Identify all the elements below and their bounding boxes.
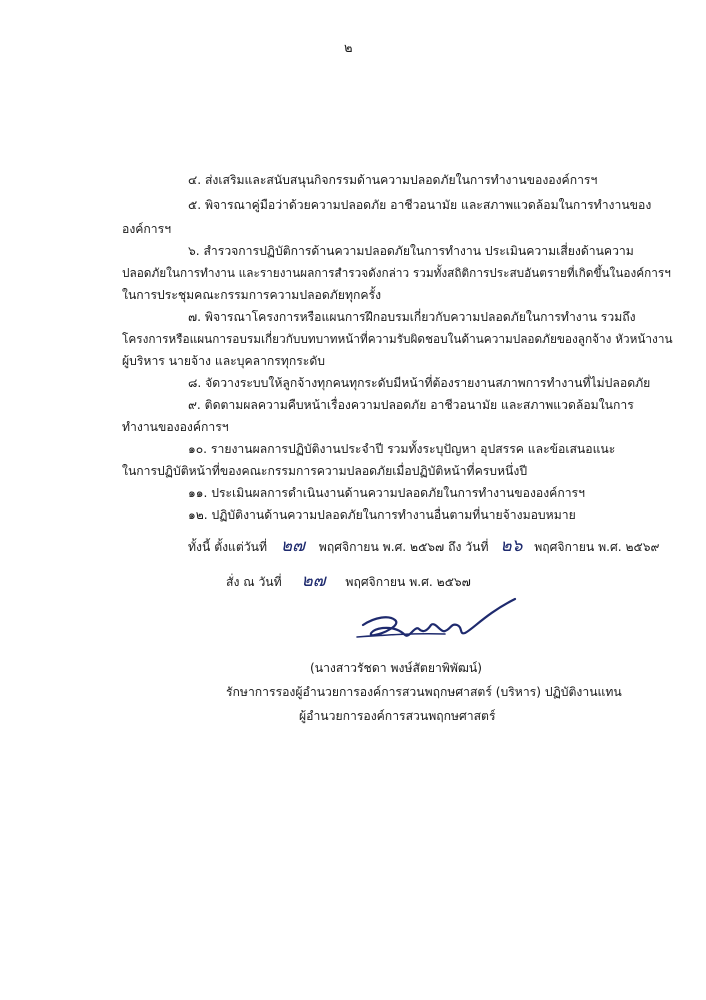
signatory-name: (นางสาวรัชดา พงษ์สัตยาพิพัฒน์) bbox=[310, 661, 482, 675]
effective-period bbox=[188, 538, 659, 555]
item-9-line-2: ทำงานขององค์การฯ bbox=[122, 420, 229, 434]
page-number: ๒ bbox=[344, 41, 353, 56]
item-10-line-2: ในการปฏิบัติหน้าที่ของคณะกรรมการความปลอดภัยเมื่อปฏิบัติหน้าที่ครบหนึ่งปี bbox=[122, 464, 528, 478]
signatory-position-line-2: ผู้อำนวยการองค์การสวนพฤกษศาสตร์ bbox=[299, 709, 496, 723]
item-6-line-1: ๖. สำรวจการปฏิบัติการด้านความปลอดภัยในการทำงาน ประเมินความเสี่ยงด้านความ bbox=[188, 244, 634, 258]
item-12: ๑๒. ปฏิบัติงานด้านความปลอดภัยในการทำงานอื่นตามที่นายจ้างมอบหมาย bbox=[188, 508, 576, 522]
ordered-month-year: พฤศจิกายน พ.ศ. ๒๕๖๗ bbox=[345, 575, 471, 589]
item-8: ๘. จัดวางระบบให้ลูกจ้างทุกคนทุกระดับมีหน้าที่ต้องรายงานสภาพการทำงานที่ไม่ปลอดภัย bbox=[188, 376, 651, 390]
item-6-line-2: ปลอดภัยในการทำงาน และรายงานผลการสำรวจดังกล่าว รวมทั้งสถิติการประสบอันตรายที่เกิดขึ้นในองค์การฯ bbox=[122, 266, 671, 280]
item-7-line-1: ๗. พิจารณาโครงการหรือแผนการฝึกอบรมเกี่ยวกับความปลอดภัยในการทำงาน รวมถึง bbox=[188, 310, 636, 324]
item-6-line-3: ในการประชุมคณะกรรมการความปลอดภัยทุกครั้ง bbox=[122, 288, 382, 302]
item-5-line-1: ๕. พิจารณาคู่มือว่าด้วยความปลอดภัย อาชีวอนามัย และสภาพแวดล้อมในการทำงานของ bbox=[188, 198, 652, 212]
item-11: ๑๑. ประเมินผลการดำเนินงานด้านความปลอดภัยในการทำงานขององค์การฯ bbox=[188, 486, 585, 500]
signature bbox=[355, 595, 525, 650]
ordered-prefix: สั่ง ณ วันที่ bbox=[226, 575, 282, 589]
item-4: ๔. ส่งเสริมและสนับสนุนกิจกรรมด้านความปลอดภัยในการทำงานขององค์การฯ bbox=[188, 173, 598, 187]
item-7-line-3: ผู้บริหาร นายจ้าง และบุคลากรทุกระดับ bbox=[122, 354, 325, 368]
effective-start-month-year: พฤศจิกายน พ.ศ. ๒๕๖๗ ถึง วันที่ bbox=[318, 540, 489, 554]
item-10-line-1: ๑๐. รายงานผลการปฏิบัติงานประจำปี รวมทั้งระบุปัญหา อุปสรรค และข้อเสนอแนะ bbox=[188, 442, 616, 456]
ordered-date bbox=[226, 573, 471, 590]
effective-prefix: ทั้งนี้ ตั้งแต่วันที่ bbox=[188, 540, 268, 554]
item-5-line-2: องค์การฯ bbox=[122, 222, 172, 236]
effective-start-day: ๒๗ bbox=[280, 536, 305, 556]
effective-end-month-year: พฤศจิกายน พ.ศ. ๒๕๖๙ bbox=[534, 540, 660, 554]
ordered-day: ๒๗ bbox=[301, 571, 326, 591]
item-7-line-2: โครงการหรือแผนการอบรมเกี่ยวกับบทบาทหน้าที่ความรับผิดชอบในด้านความปลอดภัยของลูกจ้าง หัวหน้างาน bbox=[122, 332, 673, 346]
effective-end-day: ๒๖ bbox=[500, 536, 523, 556]
item-9-line-1: ๙. ติดตามผลความคืบหน้าเรื่องความปลอดภัย อาชีวอนามัย และสภาพแวดล้อมในการ bbox=[188, 398, 634, 412]
signatory-position-line-1: รักษาการรองผู้อำนวยการองค์การสวนพฤกษศาสตร์ (บริหาร) ปฏิบัติงานแทน bbox=[226, 685, 622, 699]
